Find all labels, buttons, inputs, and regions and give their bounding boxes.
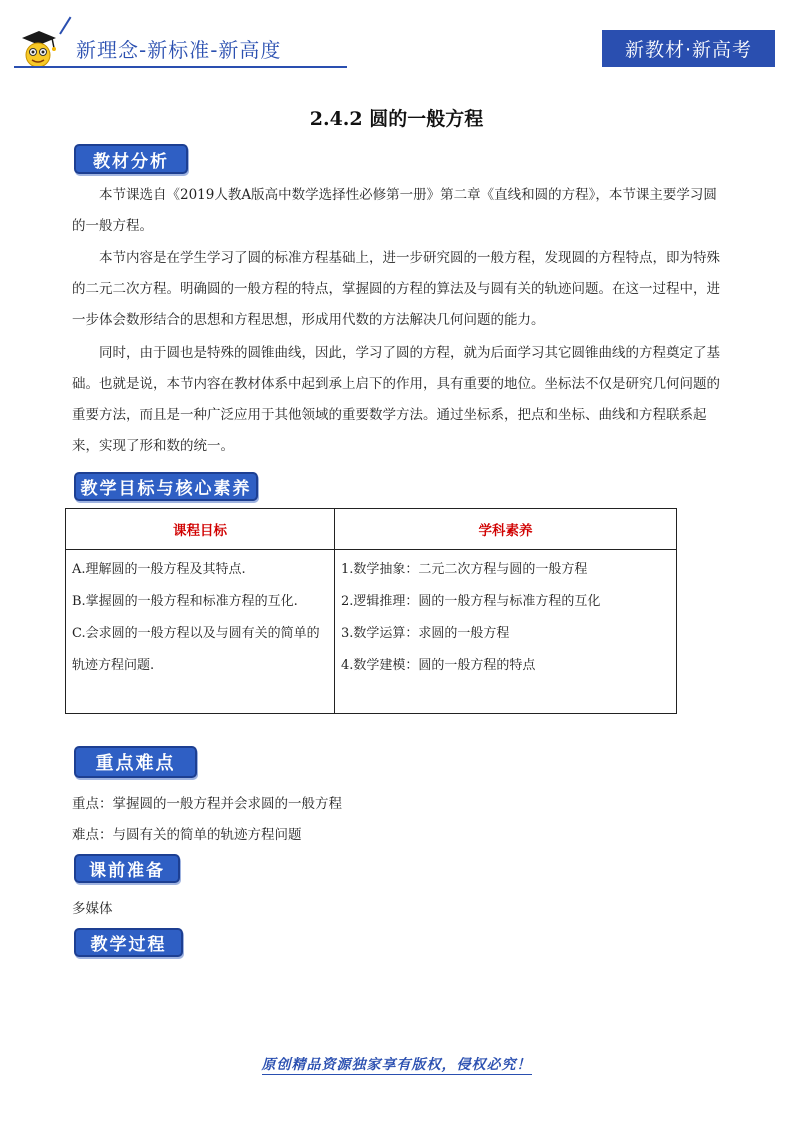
mascot-logo-icon <box>18 28 60 70</box>
analysis-paragraph-1: 本节课选自《2019人教A版高中数学选择性必修第一册》第二章《直线和圆的方程》，本节课主要学习圆的一般方程。 <box>72 187 717 234</box>
section-badge-keypoints: 重点难点 <box>74 746 197 778</box>
section-badge-objectives: 教学目标与核心素养 <box>74 472 258 501</box>
prep-text: 多媒体 <box>72 901 113 917</box>
footer <box>0 1054 793 1074</box>
literacy-item: 3.数学运算：求圆的一般方程 <box>341 626 510 641</box>
course-goal-item: C.会求圆的一般方程以及与圆有关的简单的轨迹方程问题. <box>72 626 320 673</box>
course-goal-item: B.掌握圆的一般方程和标准方程的互化. <box>72 594 298 609</box>
table-header-course-goals: 课程目标 <box>66 509 335 550</box>
difficult-point-text: 难点：与圆有关的简单的轨迹方程问题 <box>72 827 302 843</box>
section-badge-prep: 课前准备 <box>74 854 180 883</box>
literacy-item: 1.数学抽象：二元二次方程与圆的一般方程 <box>341 562 588 577</box>
analysis-paragraph-3: 同时，由于圆也是特殊的圆锥曲线，因此，学习了圆的方程，就为后面学习其它圆锥曲线的方程奠定了基础。也就是说，本节内容在教材体系中起到承上启下的作用，具有重要的地位。坐标法不仅是研究几何问题的重要方法，而且是一种广泛应用于其他领域的重要数学方法。通过坐标系，把点和坐标、曲线和方程联系起来，实现了形和数的统一。 <box>72 345 720 454</box>
course-goal-item: A.理解圆的一般方程及其特点. <box>72 562 246 577</box>
page-title: 2.4.2 圆的一般方程 <box>309 108 484 130</box>
key-point-text: 重点：掌握圆的一般方程并会求圆的一般方程 <box>72 796 342 812</box>
literacy-item: 2.逻辑推理：圆的一般方程与标准方程的互化 <box>341 594 601 609</box>
course-goals-cell <box>66 550 335 714</box>
copyright-notice: 原创精品资源独家享有版权，侵权必究！ <box>261 1057 532 1073</box>
header-underline <box>14 66 347 68</box>
table-header-literacy: 学科素养 <box>335 509 677 550</box>
analysis-paragraph-2: 本节内容是在学生学习了圆的标准方程基础上，进一步研究圆的一般方程，发现圆的方程特点，即为特殊的二元二次方程。明确圆的一般方程的特点，掌握圆的方程的算法及与圆有关的轨迹问题。在这一过程中，进一步体会数形结合的思想和方程思想，形成用代数的方法解决几何问题的能力。 <box>72 250 720 328</box>
header-slogan: 新理念-新标准-新高度 <box>76 38 282 62</box>
brand-badge: 新教材·新高考 <box>602 30 775 67</box>
section-badge-process: 教学过程 <box>74 928 183 957</box>
header-accent-line <box>59 17 71 35</box>
literacy-item: 4.数学建模：圆的一般方程的特点 <box>341 658 536 673</box>
objectives-table <box>65 508 677 714</box>
literacy-cell <box>335 550 677 714</box>
section-badge-analysis: 教材分析 <box>74 144 188 174</box>
